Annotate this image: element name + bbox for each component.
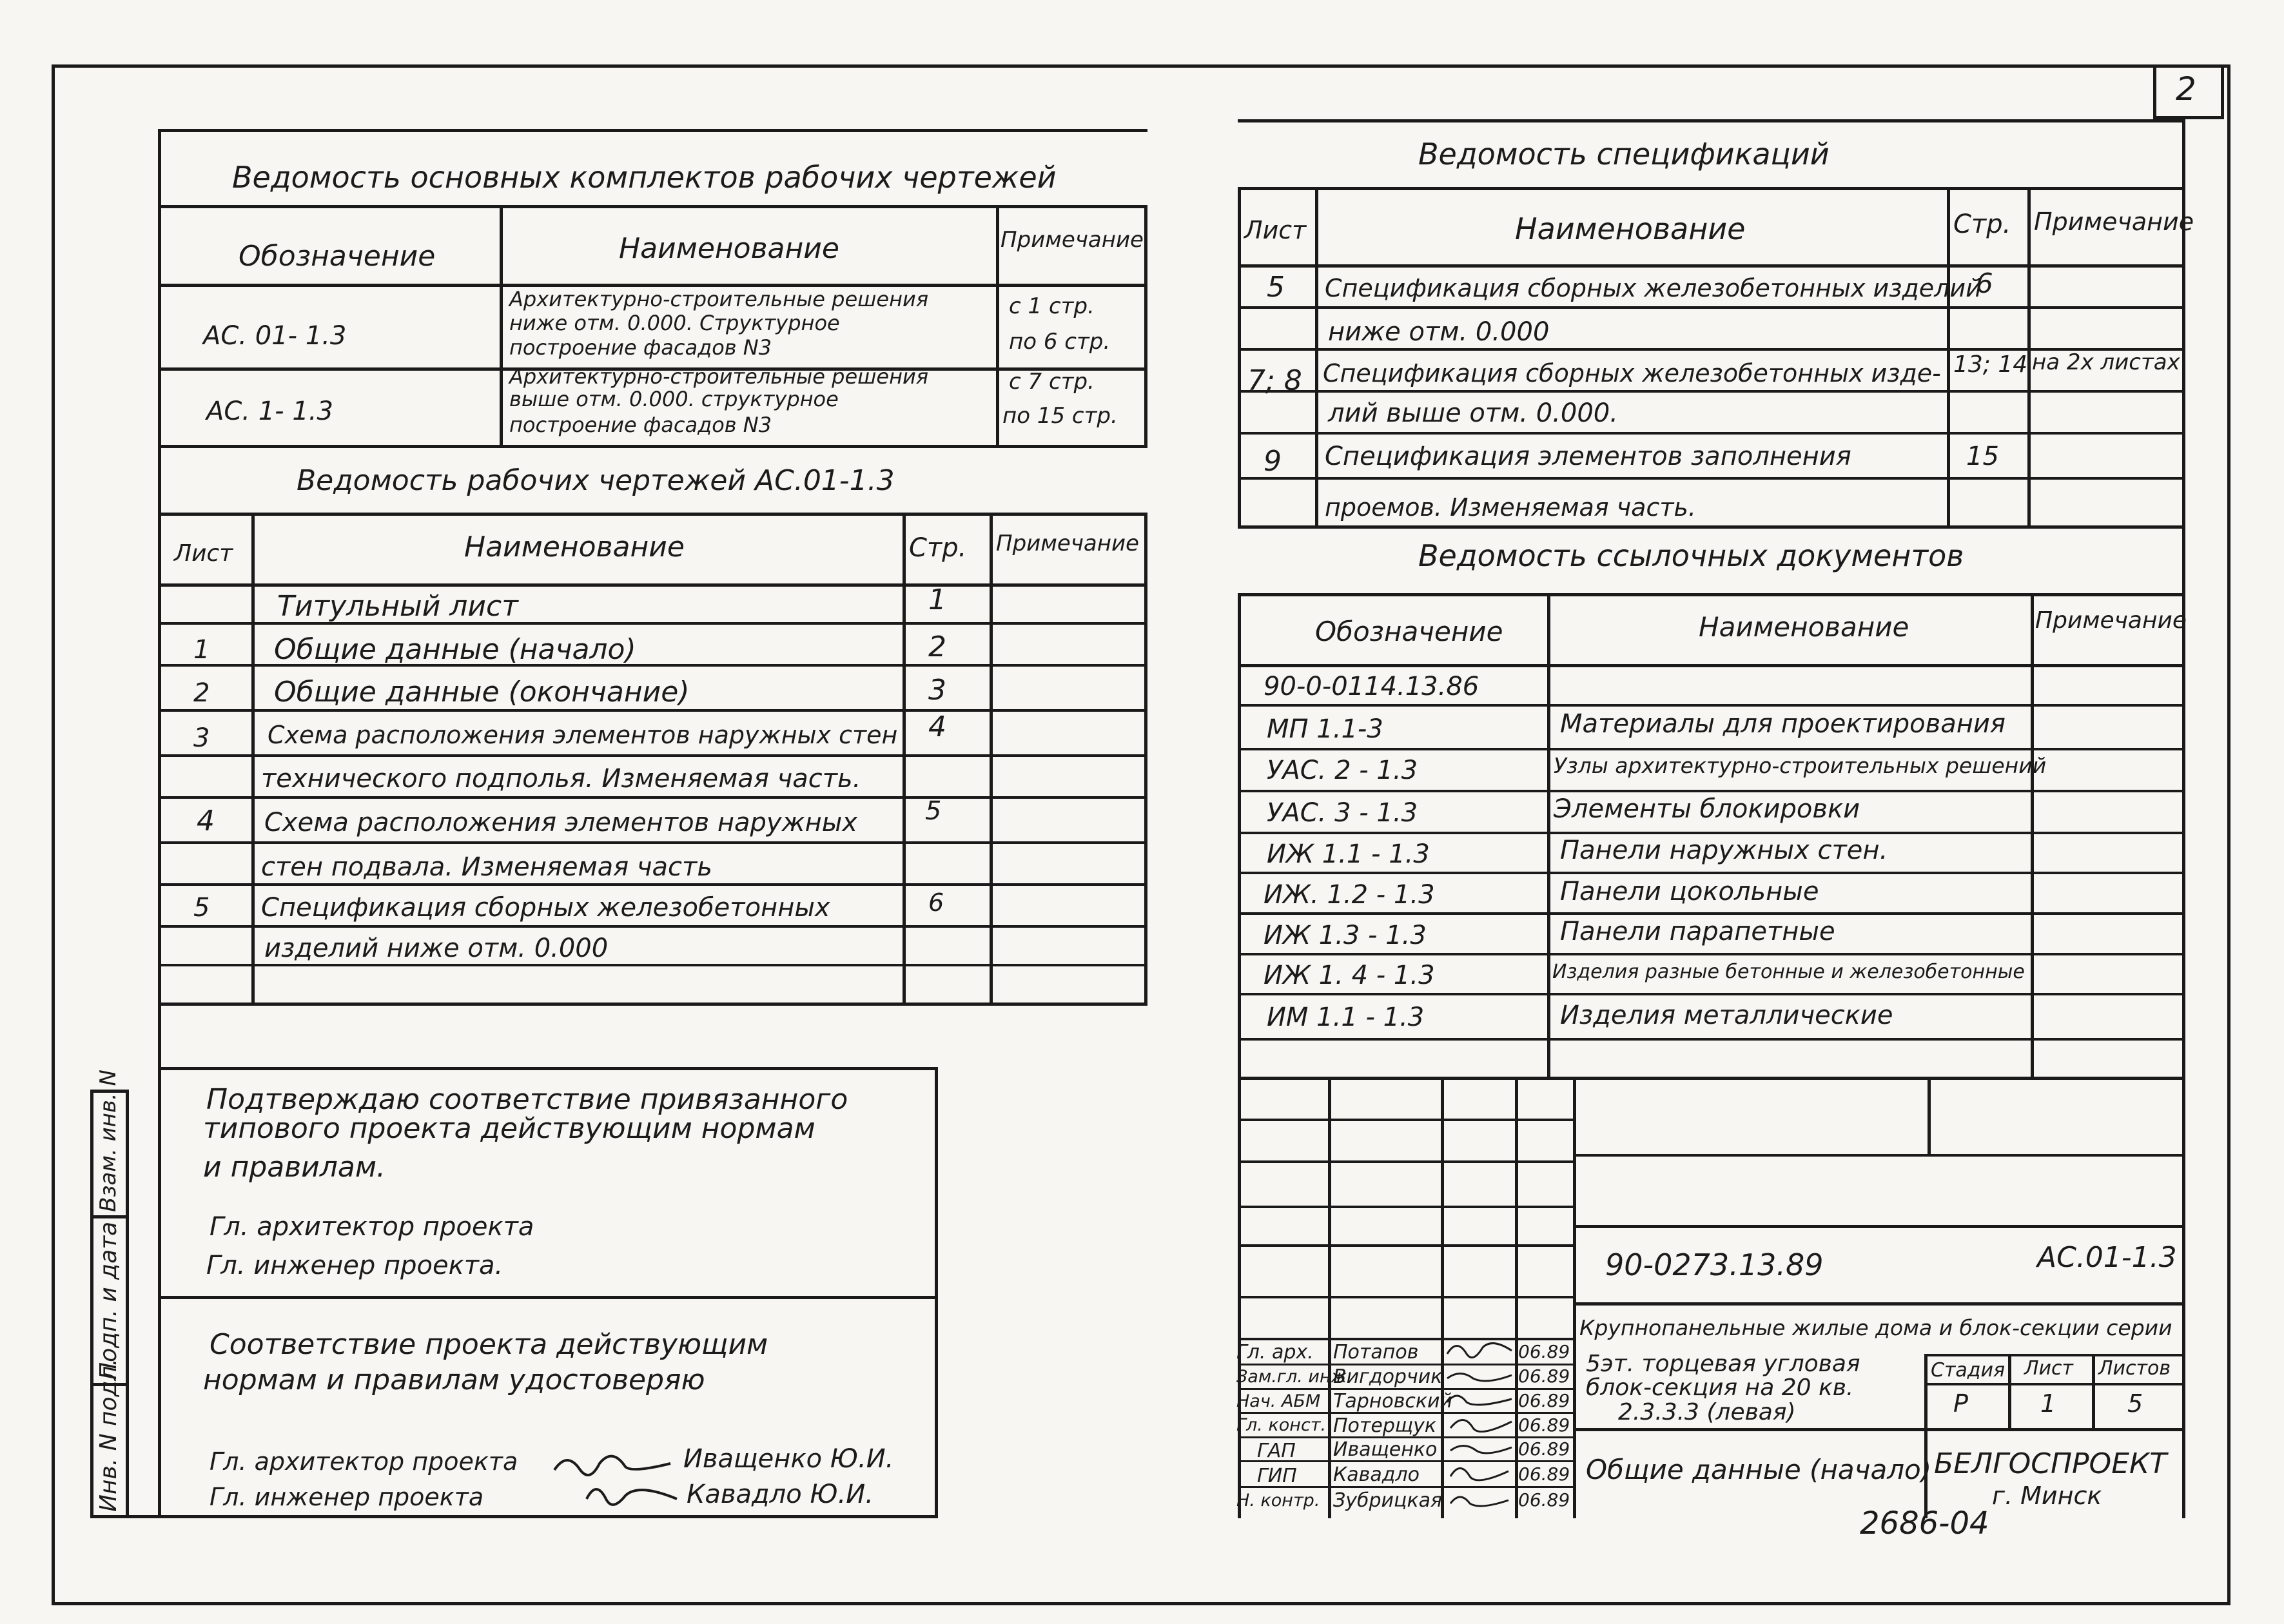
signature-name: Иващенко — [1333, 1438, 1438, 1461]
project-code: 90-0273.13.89 — [1605, 1247, 1824, 1282]
ref-row-name: Панели цокольные — [1560, 877, 1819, 906]
ref-row-code: ИЖ 1.3 - 1.3 — [1264, 921, 1427, 950]
ref-row-name: Панели наружных стен. — [1560, 836, 1888, 865]
specs-title: Ведомость спецификаций — [1418, 137, 1830, 171]
side-label-replace: Взам. инв. N — [95, 1070, 121, 1212]
work-row-page: 1 — [928, 583, 946, 616]
city: г. Минск — [1992, 1482, 2102, 1510]
project-description: 5эт. торцевая угловая — [1586, 1351, 1860, 1377]
stage-value: Р — [1953, 1389, 1968, 1418]
main-sets-title: Ведомость основных комплектов рабочих чертежей — [232, 160, 1057, 195]
specs-row-page: 13; 14 — [1953, 351, 2028, 378]
ref-row-code: ИЖ. 1.2 - 1.3 — [1264, 880, 1435, 910]
specs-row-sheet: 7; 8 — [1247, 364, 1302, 397]
work-row-name: Титульный лист — [277, 590, 518, 623]
confirm-text: и правилам. — [203, 1151, 386, 1184]
signature-date: 06.89 — [1518, 1489, 1570, 1511]
side-label-inv: Инв. N подл. — [95, 1358, 122, 1512]
main-sets-row-code: АС. 1- 1.3 — [206, 396, 333, 426]
main-sets-row-name: построение фасадов N3 — [509, 335, 772, 360]
ref-row-code: ИЖ 1. 4 - 1.3 — [1264, 961, 1435, 990]
sheets-total-value: 5 — [2127, 1389, 2143, 1418]
specs-row-note: на 2х листах — [2032, 349, 2180, 375]
main-sets-header-name: Наименование — [619, 232, 839, 265]
work-row-name: стен подвала. Изменяемая часть — [261, 852, 712, 882]
signature-role: ГИП — [1257, 1465, 1297, 1487]
cert-role: Гл. инженер проекта — [210, 1483, 484, 1511]
specs-row-name: Спецификация сборных железобетонных изделий — [1325, 274, 1982, 302]
signature-role: Зам.гл. инж — [1236, 1367, 1347, 1387]
signature-date: 06.89 — [1518, 1341, 1570, 1362]
main-sets-header-code: Обозначение — [239, 240, 436, 273]
sheets-total-header: Листов — [2098, 1357, 2171, 1380]
specs-row-sheet: 9 — [1264, 445, 1282, 478]
work-row-page: 6 — [928, 888, 944, 917]
confirm-text: Подтверждаю соответствие привязанного — [206, 1083, 848, 1116]
work-drawings-header-name: Наименование — [464, 531, 685, 563]
ref-row-code: ИЖ 1.1 - 1.3 — [1267, 839, 1430, 869]
confirm-role: Гл. архитектор проекта — [210, 1212, 534, 1242]
specs-header-page: Стр. — [1953, 210, 2011, 239]
work-drawings-title: Ведомость рабочих чертежей АС.01-1.3 — [297, 464, 895, 497]
work-row-page: 2 — [928, 631, 946, 663]
signature-role: Гл. арх. — [1236, 1341, 1314, 1364]
ref-row-name: Изделия металлические — [1560, 1001, 1893, 1030]
signature-role: Н. контр. — [1236, 1491, 1320, 1511]
main-sets-row-name: Архитектурно-строительные решения — [509, 287, 929, 311]
work-row-sheet: 2 — [193, 678, 210, 708]
archive-code: 2686-04 — [1860, 1505, 1989, 1541]
main-sets-row-note: по 15 стр. — [1002, 403, 1118, 429]
specs-header-sheet: Лист — [1244, 216, 1307, 244]
ref-row-name: Панели парапетные — [1560, 917, 1835, 946]
sheet-number: 2 — [2176, 70, 2196, 108]
references-title: Ведомость ссылочных документов — [1418, 538, 1964, 573]
main-sets-row-note: с 7 стр. — [1009, 369, 1095, 395]
ref-row-name: Узлы архитектурно-строительных решений — [1554, 753, 2047, 778]
sheet-value: 1 — [2040, 1389, 2056, 1418]
signature-name: Тарновский — [1333, 1390, 1453, 1413]
project-description: 2.3.3.3 (левая) — [1618, 1399, 1796, 1425]
ref-row-name: Элементы блокировки — [1554, 794, 1860, 824]
signature-name: Зубрицкая — [1333, 1489, 1442, 1512]
signature-name: Кавадло — [1333, 1463, 1420, 1486]
work-row-page: 4 — [928, 710, 946, 743]
cert-role: Гл. архитектор проекта — [210, 1447, 518, 1476]
main-sets-row-note: по 6 стр. — [1009, 329, 1111, 355]
specs-row-page: 15 — [1966, 442, 1999, 471]
main-sets-row-name: выше отм. 0.000. структурное — [509, 387, 839, 411]
ref-row-code: УАС. 2 - 1.3 — [1267, 756, 1418, 785]
specs-row-name: ниже отм. 0.000 — [1328, 317, 1550, 347]
specs-row-name: Спецификация элементов заполнения — [1325, 442, 1851, 471]
references-header-name: Наименование — [1699, 611, 1909, 643]
signature-name: Потерщук — [1333, 1414, 1437, 1437]
ref-row-code: 90-0-0114.13.86 — [1264, 672, 1479, 701]
doc-code: АС.01-1.3 — [2037, 1241, 2177, 1274]
work-row-name: Схема расположения элементов наружных стен — [268, 721, 898, 749]
main-sets-row-name: построение фасадов N3 — [509, 413, 772, 437]
cert-name: Иващенко Ю.И. — [683, 1444, 894, 1474]
references-header-code: Обозначение — [1315, 616, 1503, 647]
ref-row-code: ИМ 1.1 - 1.3 — [1267, 1003, 1425, 1032]
ref-row-code: УАС. 3 - 1.3 — [1267, 798, 1418, 828]
work-row-name: Общие данные (начало) — [274, 633, 636, 666]
work-drawings-header-page: Стр. — [909, 533, 967, 563]
signature-date: 06.89 — [1518, 1463, 1570, 1485]
work-row-name: Схема расположения элементов наружных — [264, 808, 858, 837]
ref-row-name: Изделия разные бетонные и железобетонные — [1552, 961, 2025, 983]
main-sets-row-name: ниже отм. 0.000. Структурное — [509, 311, 840, 335]
signature-date: 06.89 — [1518, 1438, 1570, 1460]
signature-role: ГАП — [1257, 1440, 1296, 1462]
cert-name: Кавадло Ю.И. — [687, 1480, 874, 1509]
confirm-text: типового проекта действующим нормам — [203, 1112, 815, 1145]
main-sets-row-note: с 1 стр. — [1009, 293, 1095, 319]
cert-text: Соответствие проекта действующим — [210, 1328, 768, 1361]
work-row-sheet: 3 — [193, 723, 210, 753]
confirm-role: Гл. инженер проекта. — [206, 1251, 503, 1280]
main-sets-row-name: Архитектурно-строительные решения — [509, 364, 929, 389]
signature-scribbles — [1444, 1335, 1515, 1515]
specs-row-name: Спецификация сборных железобетонных изде- — [1323, 359, 1941, 387]
sheet-number-box — [2153, 64, 2224, 119]
signature-name: Вигдорчик — [1333, 1365, 1443, 1388]
sheet-header: Лист — [2024, 1357, 2074, 1380]
side-label-sign: Подп. и дата — [95, 1221, 122, 1380]
signature-date: 06.89 — [1518, 1390, 1570, 1411]
signature-role: Гл. конст. — [1236, 1415, 1327, 1435]
signature-role: Нач. АБМ — [1236, 1391, 1321, 1411]
organization: БЕЛГОСПРОЕКТ — [1934, 1447, 2167, 1480]
signature-date: 06.89 — [1518, 1365, 1570, 1387]
main-sets-row-code: АС. 01- 1.3 — [203, 321, 347, 351]
specs-row-sheet: 5 — [1267, 271, 1285, 304]
specs-row-name: проемов. Изменяемая часть. — [1325, 493, 1696, 522]
specs-row-page: 6 — [1976, 268, 1993, 299]
project-description: блок-секция на 20 кв. — [1586, 1375, 1854, 1401]
ref-row-code: МП 1.1-3 — [1267, 714, 1383, 744]
main-sets-header-note: Примечание — [1000, 227, 1144, 253]
references-header-note: Примечание — [2035, 607, 2187, 634]
signature-date: 06.89 — [1518, 1414, 1570, 1436]
specs-header-note: Примечание — [2034, 208, 2194, 236]
work-drawings-header-sheet: Лист — [174, 540, 233, 567]
specs-header-name: Наименование — [1515, 211, 1746, 246]
signature-mark — [583, 1476, 680, 1512]
work-row-sheet: 4 — [197, 805, 215, 837]
work-drawings-header-note: Примечание — [996, 531, 1139, 556]
work-row-name: технического подполья. Изменяемая часть. — [261, 764, 861, 794]
work-row-sheet: 1 — [193, 635, 210, 665]
project-series: Крупнопанельные жилые дома и блок-секции серии — [1579, 1315, 2172, 1340]
sheet-name: Общие данные (начало) — [1586, 1454, 1932, 1485]
stage-header: Стадия — [1931, 1359, 2006, 1382]
specs-row-name: лий выше отм. 0.000. — [1328, 398, 1618, 428]
work-row-name: Общие данные (окончание) — [274, 676, 690, 709]
signature-name: Потапов — [1333, 1341, 1419, 1364]
work-row-page: 3 — [928, 674, 946, 707]
work-row-page: 5 — [925, 796, 942, 826]
work-row-name: Спецификация сборных железобетонных — [261, 893, 830, 923]
cert-text: нормам и правилам удостоверяю — [203, 1364, 705, 1396]
work-row-name: изделий ниже отм. 0.000 — [264, 934, 609, 963]
ref-row-name: Материалы для проектирования — [1560, 709, 2006, 739]
work-row-sheet: 5 — [193, 893, 210, 923]
